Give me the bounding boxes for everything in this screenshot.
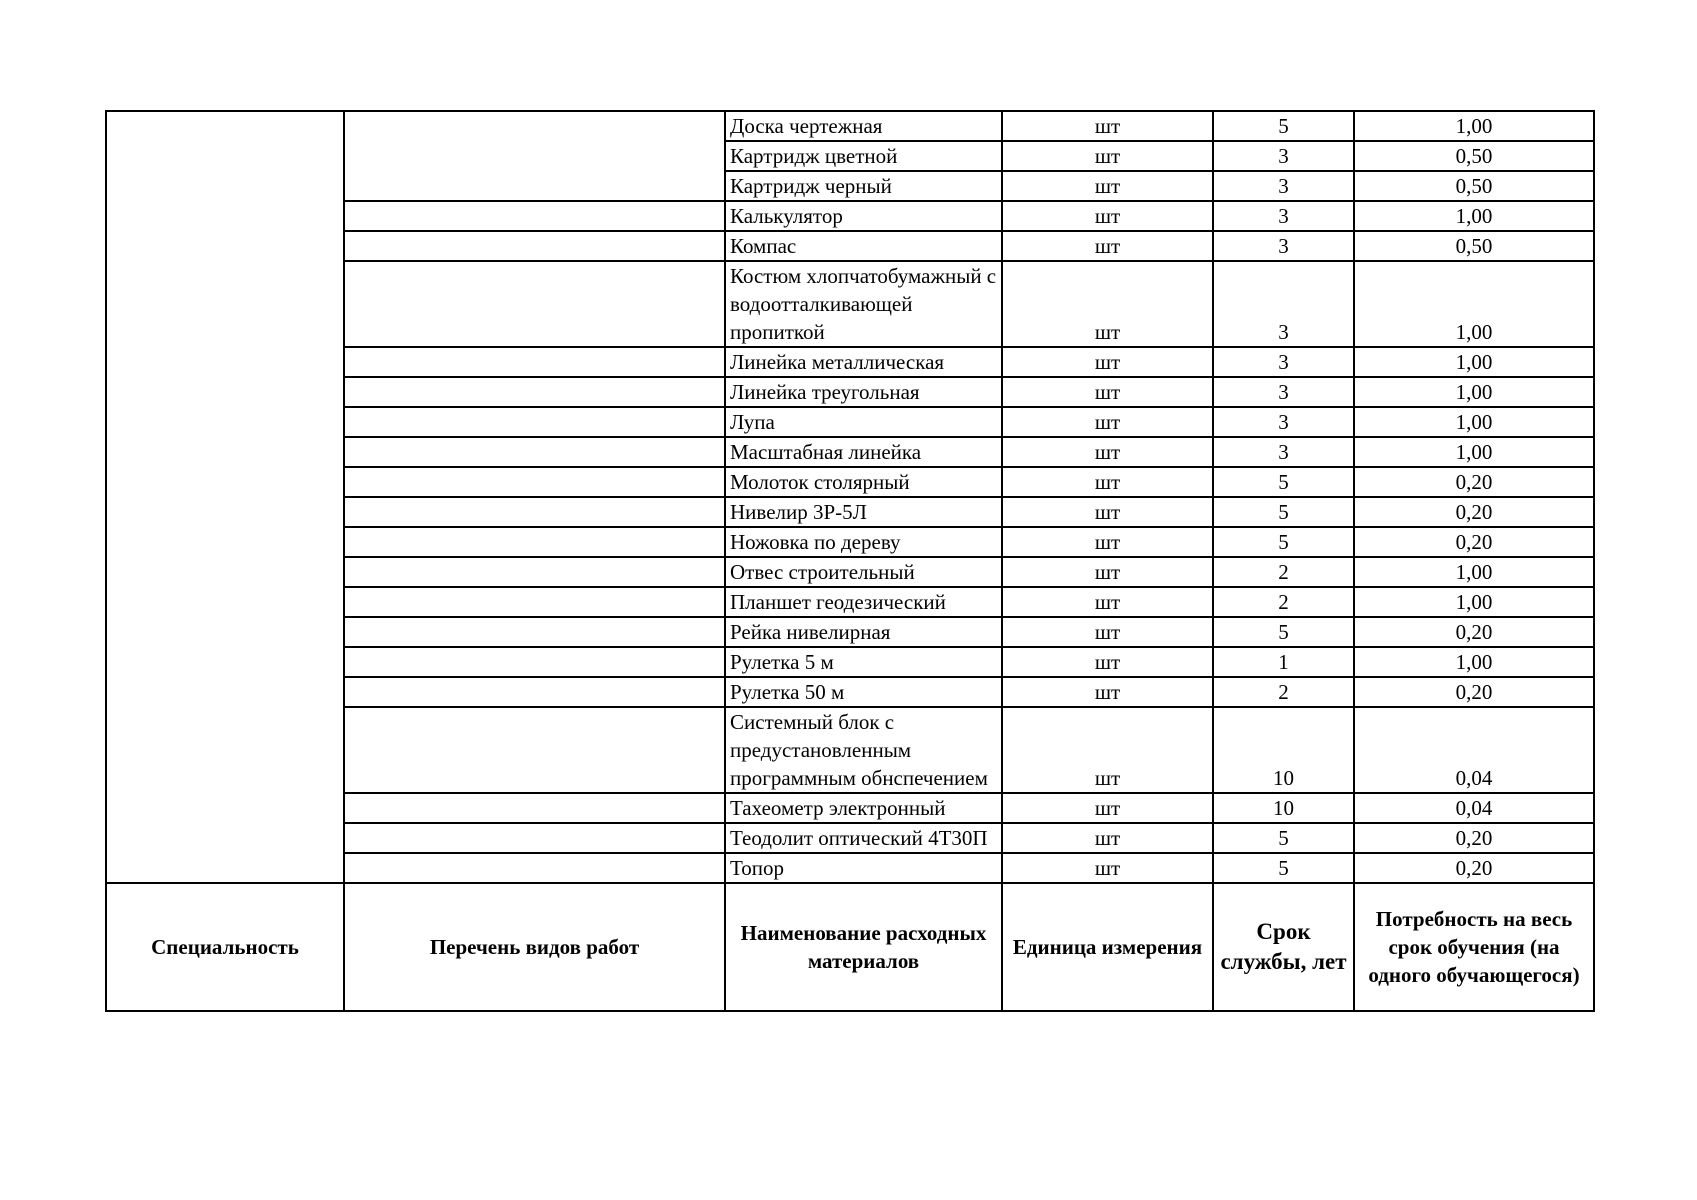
header-specialty: Специальность	[106, 883, 344, 1011]
works-cell	[344, 823, 725, 853]
works-cell	[344, 557, 725, 587]
service-life-cell: 5	[1213, 111, 1354, 141]
unit-cell: шт	[1002, 527, 1213, 557]
works-cell	[344, 617, 725, 647]
material-name-cell: Доска чертежная	[725, 111, 1002, 141]
material-name-cell: Картридж цветной	[725, 141, 1002, 171]
need-cell: 1,00	[1354, 201, 1594, 231]
header-material-name: Наименование расходных материалов	[725, 883, 1002, 1011]
works-cell	[344, 261, 725, 347]
material-name-cell: Тахеометр электронный	[725, 793, 1002, 823]
service-life-cell: 3	[1213, 437, 1354, 467]
unit-cell: шт	[1002, 231, 1213, 261]
need-cell: 0,20	[1354, 467, 1594, 497]
material-name-cell: Теодолит оптический 4Т30П	[725, 823, 1002, 853]
unit-cell: шт	[1002, 707, 1213, 793]
need-cell: 1,00	[1354, 407, 1594, 437]
material-name-cell: Линейка треугольная	[725, 377, 1002, 407]
material-name-cell: Системный блок с предустановленным программным обнспечением	[725, 707, 1002, 793]
need-cell: 0,20	[1354, 497, 1594, 527]
table-header-row	[106, 883, 1594, 1011]
material-name-cell: Топор	[725, 853, 1002, 883]
unit-cell: шт	[1002, 347, 1213, 377]
service-life-cell: 10	[1213, 707, 1354, 793]
need-cell: 1,00	[1354, 111, 1594, 141]
need-cell: 1,00	[1354, 647, 1594, 677]
unit-cell: шт	[1002, 793, 1213, 823]
need-cell: 0,20	[1354, 617, 1594, 647]
works-cell	[344, 467, 725, 497]
material-name-cell: Рулетка 5 м	[725, 647, 1002, 677]
table-row	[106, 111, 1594, 141]
material-name-cell: Компас	[725, 231, 1002, 261]
need-cell: 1,00	[1354, 587, 1594, 617]
unit-cell: шт	[1002, 853, 1213, 883]
unit-cell: шт	[1002, 377, 1213, 407]
unit-cell: шт	[1002, 171, 1213, 201]
need-cell: 0,04	[1354, 793, 1594, 823]
works-cell	[344, 111, 725, 201]
works-cell	[344, 437, 725, 467]
works-cell	[344, 527, 725, 557]
service-life-cell: 5	[1213, 497, 1354, 527]
material-name-cell: Ножовка по дереву	[725, 527, 1002, 557]
need-cell: 0,20	[1354, 527, 1594, 557]
header-unit: Единица измерения	[1002, 883, 1213, 1011]
header-works-list: Перечень видов работ	[344, 883, 725, 1011]
service-life-cell: 5	[1213, 823, 1354, 853]
service-life-cell: 2	[1213, 557, 1354, 587]
works-cell	[344, 707, 725, 793]
material-name-cell: Рулетка 50 м	[725, 677, 1002, 707]
unit-cell: шт	[1002, 111, 1213, 141]
service-life-cell: 5	[1213, 617, 1354, 647]
service-life-cell: 3	[1213, 407, 1354, 437]
unit-cell: шт	[1002, 467, 1213, 497]
need-cell: 1,00	[1354, 347, 1594, 377]
material-name-cell: Костюм хлопчатобумажный с водоотталкивающей пропиткой	[725, 261, 1002, 347]
unit-cell: шт	[1002, 617, 1213, 647]
material-name-cell: Линейка металлическая	[725, 347, 1002, 377]
works-cell	[344, 231, 725, 261]
material-name-cell: Лупа	[725, 407, 1002, 437]
need-cell: 0,04	[1354, 707, 1594, 793]
works-cell	[344, 407, 725, 437]
need-cell: 1,00	[1354, 437, 1594, 467]
material-name-cell: Картридж черный	[725, 171, 1002, 201]
unit-cell: шт	[1002, 497, 1213, 527]
unit-cell: шт	[1002, 587, 1213, 617]
service-life-cell: 2	[1213, 587, 1354, 617]
works-cell	[344, 677, 725, 707]
service-life-cell: 3	[1213, 377, 1354, 407]
works-cell	[344, 201, 725, 231]
works-cell	[344, 497, 725, 527]
works-cell	[344, 347, 725, 377]
materials-table	[105, 110, 1595, 1012]
unit-cell: шт	[1002, 261, 1213, 347]
material-name-cell: Рейка нивелирная	[725, 617, 1002, 647]
header-service-life: Срок службы, лет	[1213, 883, 1354, 1011]
header-need: Потребность на весь срок обучения (на одного обучающегося)	[1354, 883, 1594, 1011]
need-cell: 0,50	[1354, 231, 1594, 261]
service-life-cell: 3	[1213, 347, 1354, 377]
need-cell: 1,00	[1354, 261, 1594, 347]
service-life-cell: 3	[1213, 231, 1354, 261]
material-name-cell: Планшет геодезический	[725, 587, 1002, 617]
works-cell	[344, 647, 725, 677]
service-life-cell: 3	[1213, 141, 1354, 171]
service-life-cell: 10	[1213, 793, 1354, 823]
service-life-cell: 3	[1213, 201, 1354, 231]
need-cell: 0,50	[1354, 171, 1594, 201]
unit-cell: шт	[1002, 437, 1213, 467]
service-life-cell: 2	[1213, 677, 1354, 707]
unit-cell: шт	[1002, 141, 1213, 171]
works-cell	[344, 587, 725, 617]
material-name-cell: Масштабная линейка	[725, 437, 1002, 467]
need-cell: 1,00	[1354, 377, 1594, 407]
material-name-cell: Молоток столярный	[725, 467, 1002, 497]
need-cell: 1,00	[1354, 557, 1594, 587]
specialty-cell	[106, 111, 344, 883]
service-life-cell: 5	[1213, 527, 1354, 557]
unit-cell: шт	[1002, 201, 1213, 231]
material-name-cell: Калькулятор	[725, 201, 1002, 231]
material-name-cell: Отвес строительный	[725, 557, 1002, 587]
need-cell: 0,20	[1354, 677, 1594, 707]
works-cell	[344, 377, 725, 407]
material-name-cell: Нивелир 3Р-5Л	[725, 497, 1002, 527]
service-life-cell: 5	[1213, 853, 1354, 883]
works-cell	[344, 793, 725, 823]
need-cell: 0,20	[1354, 853, 1594, 883]
need-cell: 0,50	[1354, 141, 1594, 171]
unit-cell: шт	[1002, 647, 1213, 677]
service-life-cell: 3	[1213, 261, 1354, 347]
unit-cell: шт	[1002, 677, 1213, 707]
need-cell: 0,20	[1354, 823, 1594, 853]
unit-cell: шт	[1002, 823, 1213, 853]
service-life-cell: 5	[1213, 467, 1354, 497]
service-life-cell: 3	[1213, 171, 1354, 201]
works-cell	[344, 853, 725, 883]
unit-cell: шт	[1002, 407, 1213, 437]
service-life-cell: 1	[1213, 647, 1354, 677]
unit-cell: шт	[1002, 557, 1213, 587]
